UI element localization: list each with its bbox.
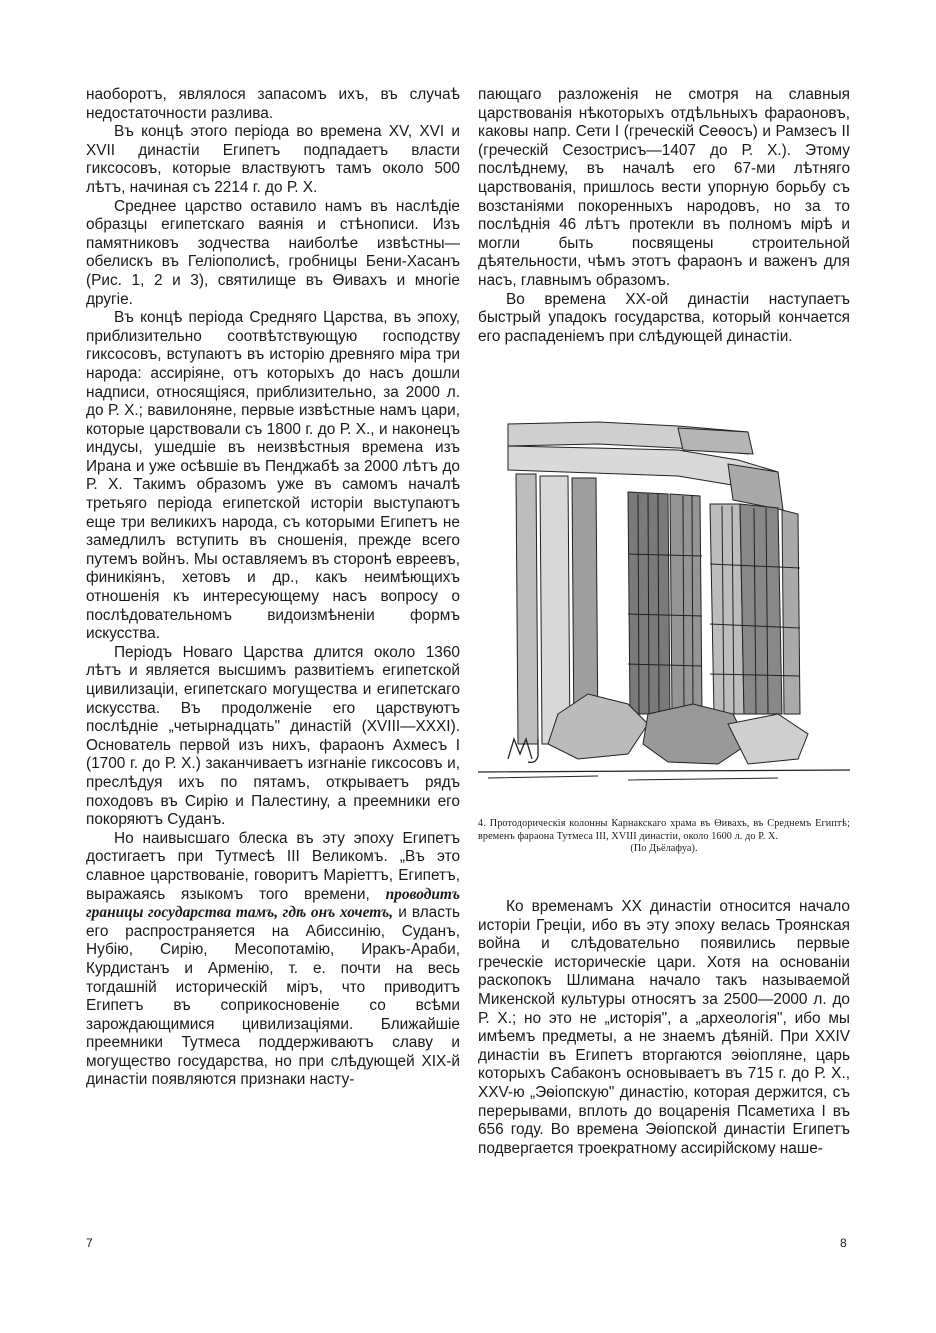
paragraph: Періодъ Новаго Царства длится около 1360 лѣтъ и является высшимъ развитіемъ египетской цивилизаціи, египетскаго могущества и египетскаго искусства. Въ продолженіе его царствуютъ послѣдніе „четырнадцать" династій (XVIII—XXXI). Основатель первой изъ нихъ, фараонъ Ахмесъ I (1700 г. до Р. Х.) заканчиваетъ изгнаніе гиксосовъ и, преслѣдуя ихъ по пятамъ, открываетъ рядъ походовъ въ Сирію и Палестину, а преемники его покоряютъ Суданъ. [86, 643, 460, 829]
paragraph: Въ концѣ этого періода во времена XV, XVI и XVII династіи Египетъ подпадаетъ власти гиксосовъ, которые властвуютъ тамъ около 500 лѣтъ, начиная съ 2214 г. до Р. Х. [86, 123, 460, 196]
page-number-right: 8 [840, 1236, 847, 1250]
paragraph: Ко временамъ XX династіи относится начало исторіи Греціи, ибо въ эту эпоху велась Троянская война и слѣдовательно появились первые греческіе историческіе цари. Хотя на основаніи раскопокъ Шлимана начало такъ называемой Микенской культуры относятъ за 2500—2000 л. до Р. Х.; но это не „исторія", а „археологія", ибо мы имѣемъ предметы, а не знаемъ дѣяній. При XXIV династіи въ Египетъ вторгаются эѳіопляне, царь которыхъ Сабаконъ основываетъ въ 715 г. до Р. Х., XXV-ю „Эѳіопскую" династію, которая держится, съ перерывами, вплоть до воцаренія Псаметиха I въ 656 году. Во времена Эѳіопской династіи Египетъ подвергается троекратному ассирійскому наше- [478, 898, 850, 1157]
page-number-left: 7 [86, 1236, 93, 1250]
figure-caption [478, 818, 850, 856]
paragraph-thutmose [86, 830, 460, 1090]
column-sketch-illustration [478, 414, 850, 814]
emphasis-quote: проводитъ границы государства тамъ, гдѣ онъ хочетъ, [86, 885, 460, 922]
right-text-column [478, 86, 850, 346]
paragraph: пающаго разложенія не смотря на славныя царствованія нѣкоторыхъ отдѣльныхъ фараоновъ, каковы напр. Сети I (греческій Сеѳосъ) и Рамзесъ II (греческій Сезострисъ—1407 до Р. Х.). Этому послѣднему, въ началѣ его 67-ми лѣтняго царствованія, пришлось вести упорную борьбу съ возстаніями покоренныхъ народовъ, но за то послѣднія 46 лѣтъ протекли въ полномъ мірѣ и могли быть посвящены строительной дѣятельности, чѣмъ этотъ фараонъ и важенъ для насъ, главнымъ образомъ. [478, 86, 850, 289]
paragraph: наоборотъ, являлося запасомъ ихъ, въ случаѣ недостаточности разлива. [86, 86, 460, 122]
paragraph: Въ концѣ періода Средняго Царства, въ эпоху, приблизительно соотвѣтствующую господству гиксосовъ, вступаютъ въ исторію древняго міра три народа: ассиріяне, отъ которыхъ до насъ дошли надписи, относящіяся, приблизительно, за 2000 л. до Р. Х.; вавилоняне, первые извѣстные намъ цари, которые царствовали съ 1800 г. до Р. Х., и наконецъ индусы, ушедшіе въ неизвѣстныя времена изъ Ирана и уже осѣвшіе въ Пенджабѣ за 2000 лѣтъ до Р. Х. Такимъ образомъ уже въ самомъ началѣ третьяго періода египетской исторіи выступаютъ еще три великихъ народа, съ которыми Египетъ не замедлилъ вступить въ сношенія, прежде всего путемъ войнъ. Мы оставляемъ въ сторонѣ евреевъ, финикіянъ, хетовъ и др., какъ неимѣющихъ отношенія къ интересующему насъ вопросу о послѣдовательномъ видоизмѣненіи формъ искусства. [86, 309, 460, 643]
left-text-column [86, 86, 460, 1090]
paragraph: Во времена XX-ой династіи наступаетъ быстрый упадокъ государства, который кончается его распаденіемъ при слѣдующей династіи. [478, 290, 850, 345]
paragraph: Среднее царство оставило намъ въ наслѣдіе образцы египетскаго ваянія и стѣнописи. Изъ памятниковъ зодчества наиболѣе извѣстны—обелискъ въ Геліополисѣ, гробницы Бени-Хасанъ (Рис. 1, 2 и 3), святилище въ Өивахъ и многіе другіе. [86, 197, 460, 308]
text-run: Но наивысшаго блеска въ эту эпоху Египетъ достигаетъ при Тутмесѣ III Великомъ. „Въ это славное царствованіе, говоритъ Маріеттъ, Египетъ, выражаясь языкомъ того времени, [86, 829, 460, 903]
right-lower-text [478, 898, 850, 1158]
text-run: и власть его распространяется на Абиссинію, Суданъ, Нубію, Сирію, Месопотамію, Иракъ-Араби, Курдистанъ и Арменію, т. е. почти на весь тогдашній историческій міръ, что приводитъ Египетъ въ соприкосновеніе со всѣми зарождающимися цивилизаціями. Ближайшіе преемники Тутмеса поддерживаютъ славу и могущество государства, но при слѣдующей XIX-й династіи появляются признаки насту- [86, 904, 461, 1089]
figure-temple-columns [478, 414, 850, 814]
caption-main: 4. Протодорическія колонны Карнакскаго храма въ Өивахъ, въ Среднемъ Египтѣ; временъ фараона Тутмеса III, XVIII династіи, около 1600 л. до Р. Х. [478, 818, 850, 842]
caption-source: (По Дьёлафуа). [630, 843, 698, 855]
